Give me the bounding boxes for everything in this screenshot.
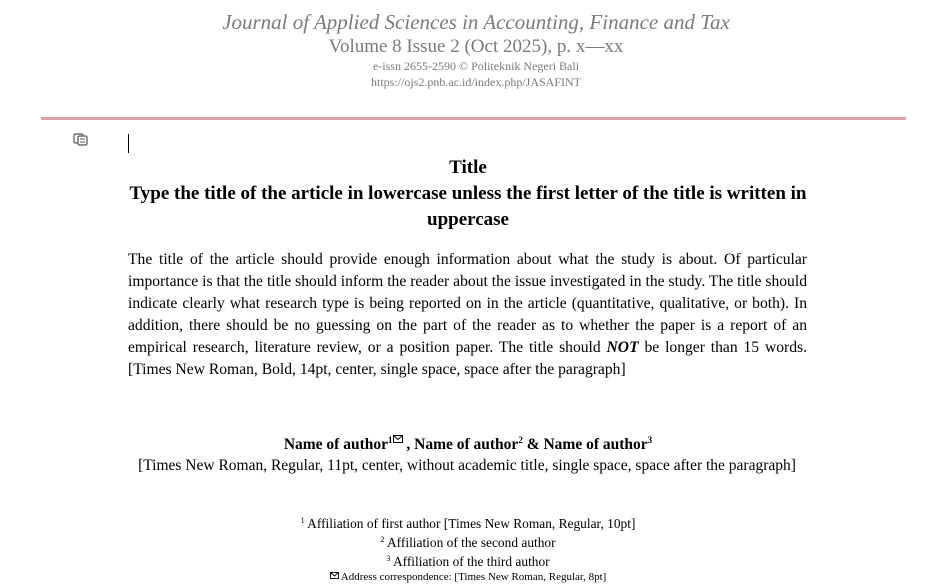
affiliation-3-sup: 3	[386, 554, 391, 563]
article-title[interactable]: Type the title of the article in lowercase unless the first letter of the title is written in uppercase	[129, 183, 807, 230]
author-1-sup: 1	[388, 435, 403, 445]
paragraph-emphasis: NOT	[606, 339, 639, 356]
affiliation-1[interactable]	[0, 515, 936, 533]
header-rule	[41, 117, 906, 120]
affiliation-2-text: Affiliation of the second author	[384, 535, 556, 550]
author-separator-1: ,	[402, 436, 415, 453]
affiliation-3[interactable]	[0, 553, 936, 571]
paragraph-text-1: The title of the article should provide enough information about what the study is about. Of particular importance is that the title should inform the reader about the issue investigated in the study. The title should indicate clearly what research type is being reported on in the article (quantitative, qualitative, or both). In addition, there should be no guessing on the part of the reader as to whether the paper is a report of an empirical research, literature review, or a position paper. The title should	[128, 251, 807, 356]
title-instructions-paragraph[interactable]	[128, 249, 807, 381]
author-2-sup: 2	[518, 435, 523, 445]
journal-issn: e-issn 2655-2590 © Politeknik Negeri Bali	[372, 59, 580, 73]
affiliation-1-text: Affiliation of first author [Times New Roman, Regular, 10pt]	[304, 516, 636, 531]
journal-name: Journal of Applied Sciences in Accounting, Finance and Tax	[222, 10, 730, 34]
author-2-name: Name of author	[414, 436, 519, 453]
title-label[interactable]: Title	[449, 157, 487, 178]
affiliation-2[interactable]	[0, 534, 936, 552]
author-1-name: Name of author	[283, 436, 388, 453]
correspondence-text: Address correspondence: [Times New Roman, Regular, 8pt]	[338, 571, 607, 583]
author-names[interactable]	[0, 434, 936, 456]
author-3-sup: 3	[647, 435, 653, 445]
paragraph-anchor-icon[interactable]	[73, 132, 89, 146]
text-cursor	[128, 134, 129, 153]
affiliation-3-text: Affiliation of the third author	[390, 554, 550, 569]
author-format-note[interactable]: [Times New Roman, Regular, 11pt, center, without academic title, single space, space after the paragraph]	[138, 457, 796, 474]
address-correspondence[interactable]	[0, 570, 936, 584]
affiliation-1-sup: 1	[300, 516, 305, 525]
author-3-name: Name of author	[543, 436, 648, 453]
journal-url: https://ojs2.pnb.ac.id/index.php/JASAFINT	[371, 75, 581, 89]
envelope-icon	[393, 435, 403, 443]
journal-volume: Volume 8 Issue 2 (Oct 2025), p. x—xx	[328, 36, 624, 57]
mail-icon	[330, 572, 339, 579]
author-separator-2: &	[522, 436, 544, 453]
affiliation-2-sup: 2	[380, 535, 385, 544]
paragraph-text-2: be longer than 15 words. [Times New Roman, Bold, 14pt, center, single space, space after the paragraph]	[128, 339, 807, 378]
